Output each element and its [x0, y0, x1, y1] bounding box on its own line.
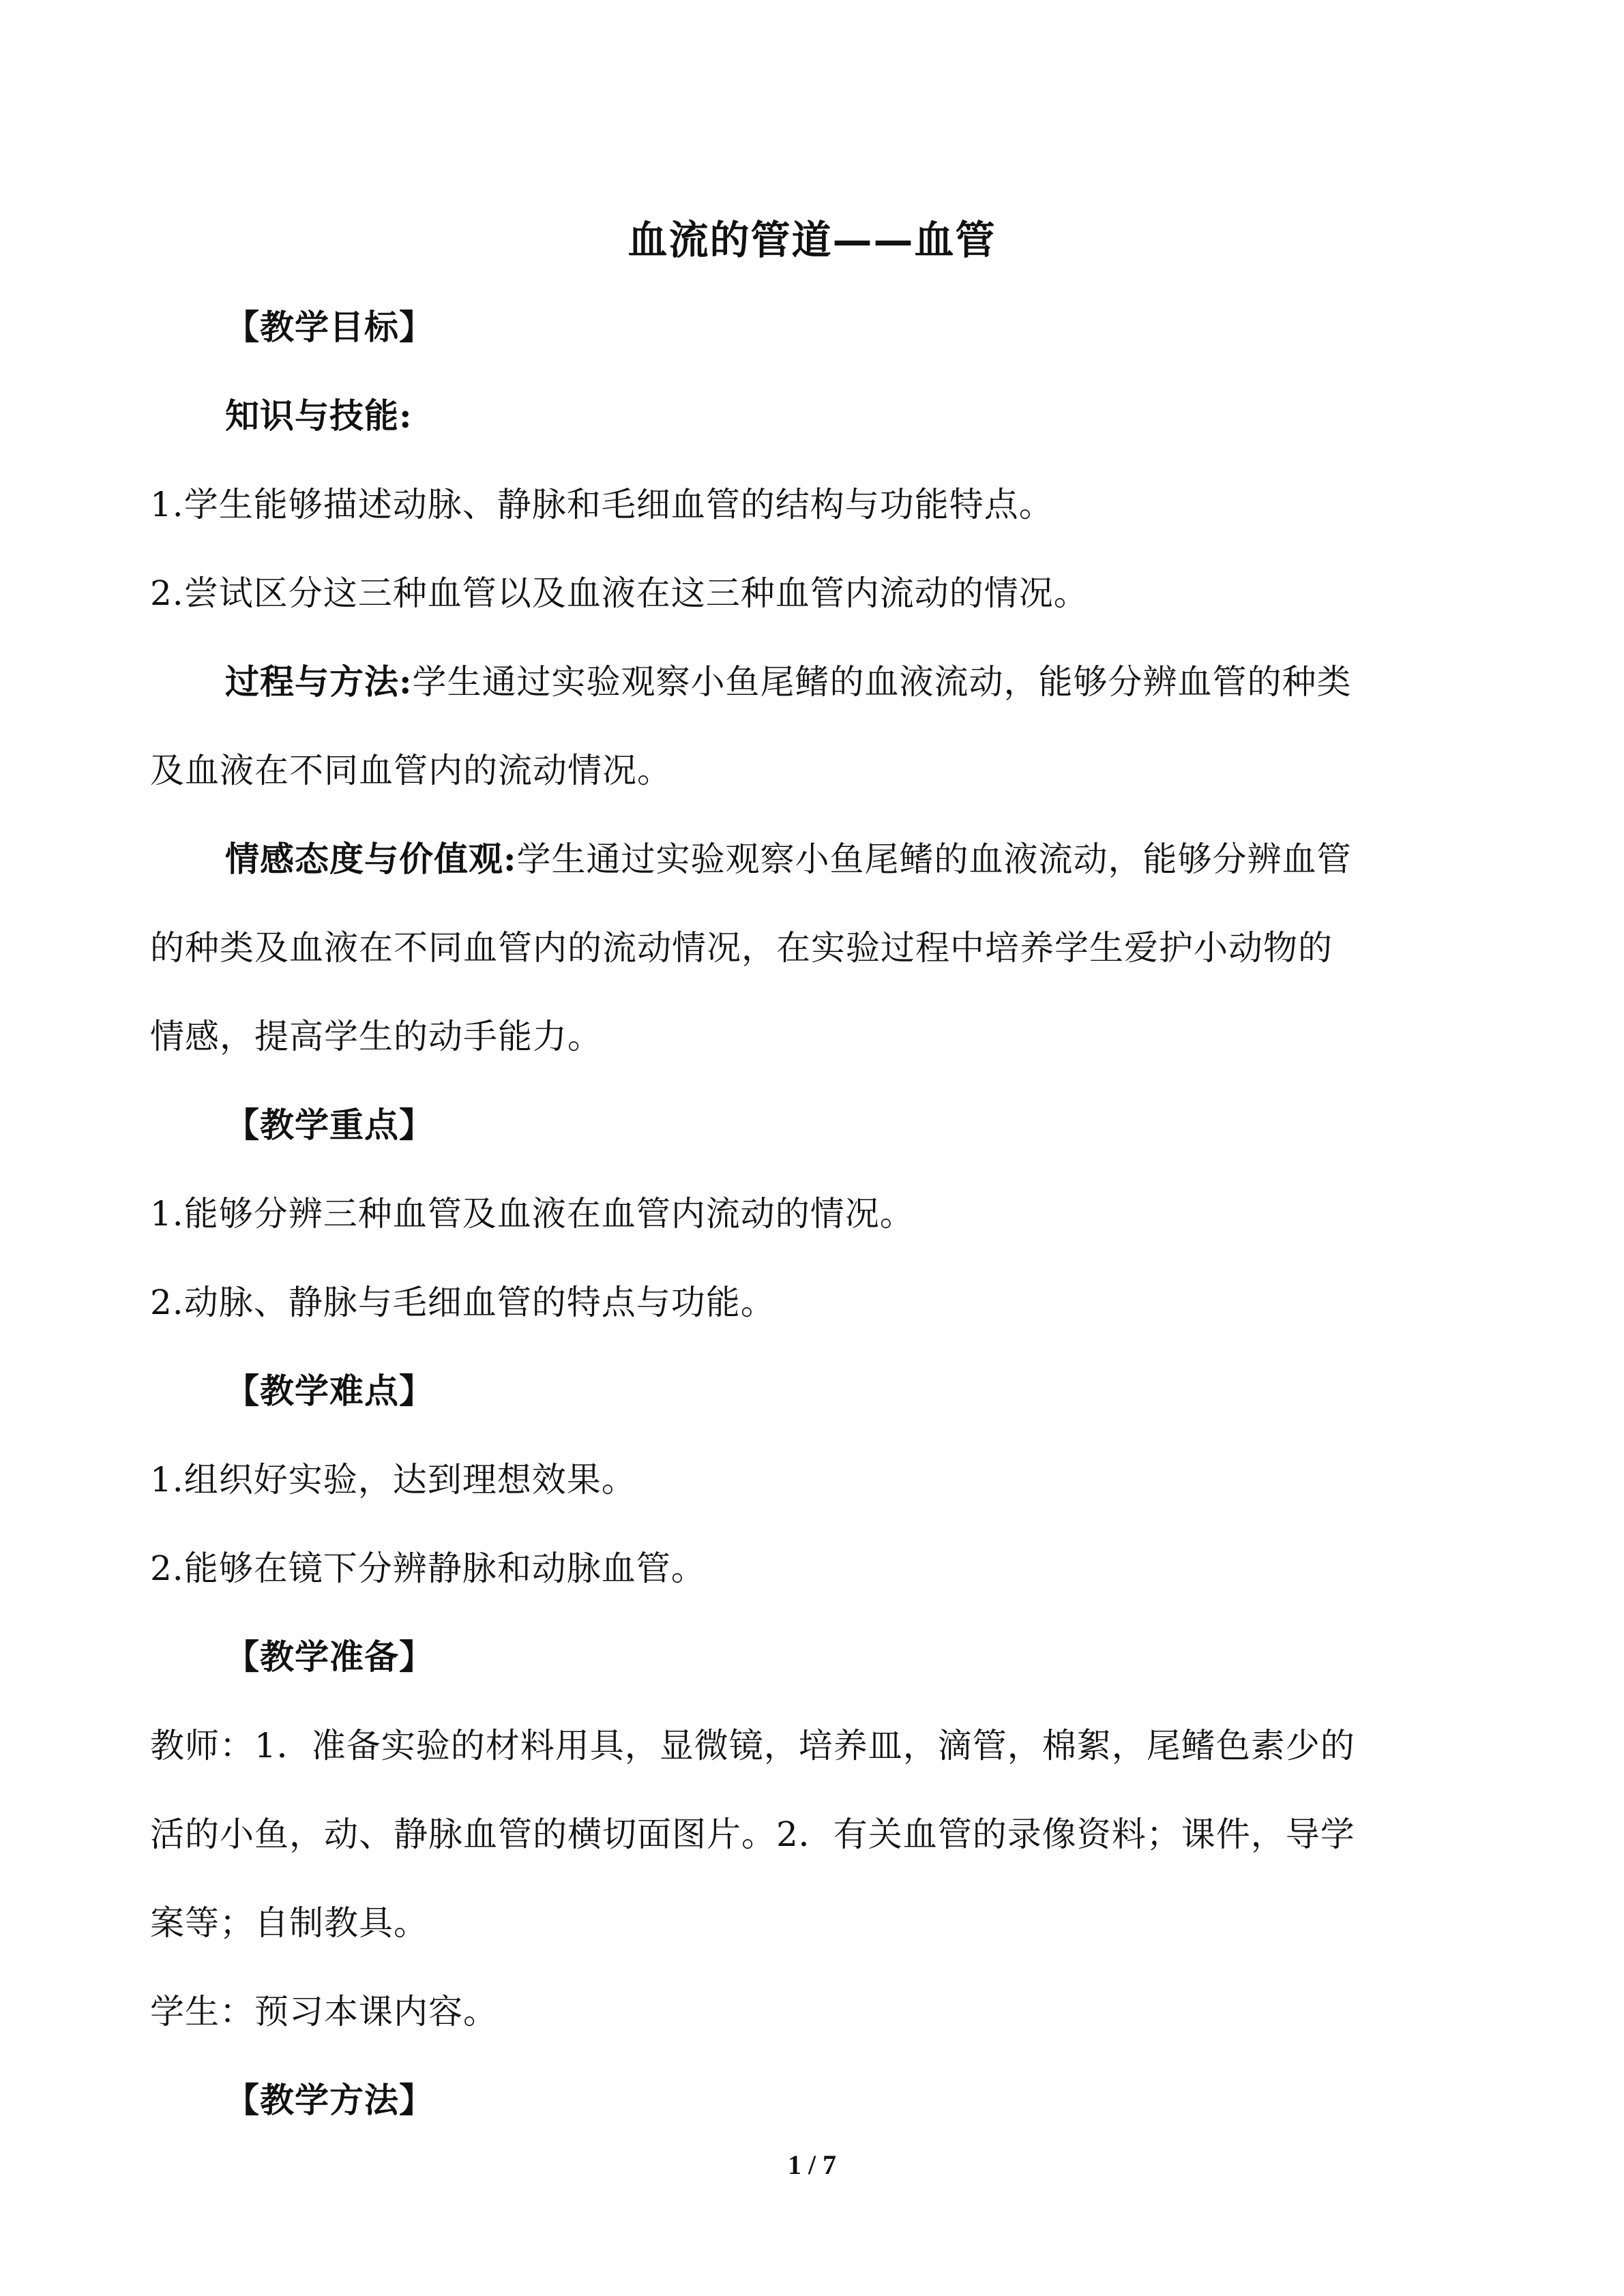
methods-heading: 【教学方法】 [225, 2080, 434, 2120]
student-prep: 学生：预习本课内容。 [150, 1992, 498, 2031]
knowledge-heading: 知识与技能: [225, 396, 413, 436]
page-number: 1 / 7 [787, 2149, 837, 2180]
attitude-text-line-3: 情感，提高学生的动手能力。 [150, 1017, 602, 1056]
difficulties-item-1: 1.组织好实验，达到理想效果。 [150, 1460, 636, 1500]
difficulties-item-2: 2.能够在镜下分辨静脉和动脉血管。 [150, 1549, 706, 1588]
keypoints-item-2: 2.动脉、静脉与毛细血管的特点与功能。 [150, 1283, 776, 1322]
objectives-heading: 【教学目标】 [225, 307, 434, 347]
keypoints-item-1: 1.能够分辨三种血管及血液在血管内流动的情况。 [150, 1194, 915, 1234]
attitude-paragraph [225, 837, 1555, 881]
attitude-label: 情感态度与价值观: [225, 839, 517, 879]
process-text-continued: 及血液在不同血管内的流动情况。 [150, 751, 672, 790]
attitude-text-line-2: 的种类及血液在不同血管内的流动情况，在实验过程中培养学生爱护小动物的 [150, 928, 1333, 968]
document-title: 血流的管道——血管 [628, 217, 996, 263]
difficulties-heading: 【教学难点】 [225, 1371, 434, 1411]
teacher-prep-line-3: 案等；自制教具。 [150, 1903, 428, 1943]
process-text: 学生通过实验观察小鱼尾鳍的血液流动，能够分辨血管的种类 [412, 662, 1352, 702]
process-paragraph [225, 660, 1555, 704]
keypoints-heading: 【教学重点】 [225, 1105, 434, 1145]
knowledge-item-1: 1.学生能够描述动脉、静脉和毛细血管的结构与功能特点。 [150, 485, 1054, 524]
teacher-prep-line-2: 活的小鱼，动、静脉血管的横切面图片。2．有关血管的录像资料；课件，导学 [150, 1815, 1355, 1854]
teacher-prep-line-1: 教师：1．准备实验的材料用具，显微镜，培养皿，滴管，棉絮，尾鳍色素少的 [150, 1726, 1355, 1765]
preparation-heading: 【教学准备】 [225, 1637, 434, 1677]
process-label: 过程与方法: [225, 661, 413, 702]
attitude-text: 学生通过实验观察小鱼尾鳍的血液流动，能够分辨血管 [516, 839, 1352, 879]
knowledge-item-2: 2.尝试区分这三种血管以及血液在这三种血管内流动的情况。 [150, 573, 1089, 613]
